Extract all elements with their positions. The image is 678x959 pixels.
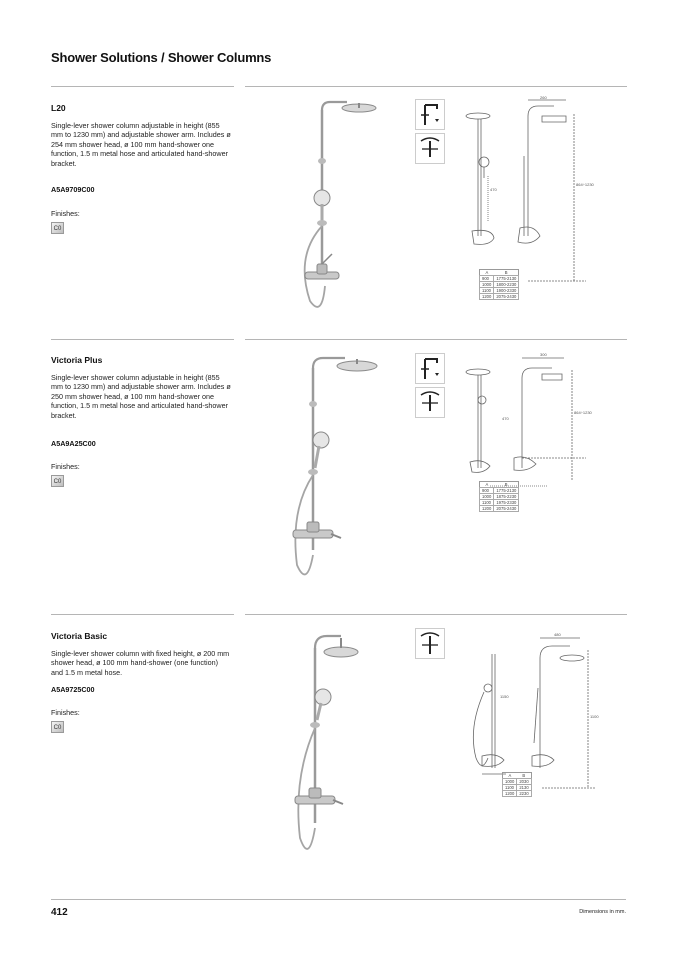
table-row: 1000 1875-2230 [480, 494, 519, 500]
finishes-label: Finishes: [51, 462, 80, 471]
svg-text:864÷1230: 864÷1230 [576, 182, 594, 187]
dimensions-note: Dimensions in mm. [579, 909, 626, 915]
finishes-label: Finishes: [51, 209, 80, 218]
technical-drawing [462, 628, 602, 798]
svg-text:480: 480 [554, 632, 561, 637]
function-icons [415, 99, 445, 165]
table-row: 1200 2075-2430 [480, 506, 519, 512]
page-number: 412 [51, 907, 68, 918]
table-header: A [485, 270, 489, 275]
table-row: 1000 2030 [503, 779, 532, 785]
finish-swatch-chrome: C0 [51, 475, 64, 487]
svg-text:470: 470 [490, 187, 497, 192]
table-header: A [508, 773, 512, 778]
product-name: L20 [51, 103, 66, 113]
finish-swatch-chrome: C0 [51, 721, 64, 733]
svg-text:470: 470 [502, 416, 509, 421]
svg-text:1100: 1100 [590, 714, 599, 719]
table-row: 900 1775-2130 [480, 488, 519, 494]
shower-column-photo [285, 350, 395, 590]
table-row: 1200 2230 [503, 791, 532, 797]
table-header: B [504, 270, 508, 275]
table-row: 1100 2130 [503, 785, 532, 791]
table-row: 900 1775-2130 [480, 276, 519, 282]
svg-text:1150: 1150 [500, 694, 509, 699]
product-code: A5A9A25C00 [51, 439, 96, 448]
shower-column-photo [285, 628, 395, 868]
table-header: A [485, 482, 489, 487]
section-divider [245, 339, 627, 340]
footer-divider [51, 899, 626, 900]
table-header: B [522, 773, 526, 778]
product-description: Single-lever shower column adjustable in height (855 mm to 1230 mm) and adjustable shower arm. Includes ø 250 mm shower head, ø 100 mm hand-shower one function, 1.5 m metal hose and articulated hand-shower bracket. [51, 373, 231, 420]
function-icons [415, 628, 445, 661]
dimensions-table [479, 481, 519, 512]
table-row: 1100 1900-2330 [480, 288, 519, 294]
svg-text:260: 260 [540, 95, 547, 100]
dimensions-table [479, 269, 519, 300]
function-icons [415, 353, 445, 419]
product-code: A5A9725C00 [51, 685, 95, 694]
product-name: Victoria Basic [51, 631, 108, 641]
product-name: Victoria Plus [51, 355, 103, 365]
finish-swatch-chrome: C0 [51, 222, 64, 234]
product-code: A5A9709C00 [51, 185, 95, 194]
section-divider [51, 86, 234, 87]
dimensions-table [502, 772, 532, 797]
page-title: Shower Solutions / Shower Columns [51, 50, 272, 65]
table-row: 1200 2075-2430 [480, 294, 519, 300]
table-row: 1100 1975-2330 [480, 500, 519, 506]
product-description: Single-lever shower column adjustable in height (855 mm to 1230 mm) and adjustable shower arm. Includes ø 254 mm shower head, ø 100 mm hand-shower one function, 1.5 m metal hose and articulated hand-shower bracket. [51, 121, 231, 168]
svg-text:864÷1230: 864÷1230 [574, 410, 592, 415]
table-row: 1000 1800-2230 [480, 282, 519, 288]
finishes-label: Finishes: [51, 708, 80, 717]
section-divider [245, 614, 627, 615]
shower-column-photo [285, 96, 395, 321]
section-divider [51, 614, 234, 615]
section-divider [51, 339, 234, 340]
svg-text:300: 300 [540, 352, 547, 357]
product-description: Single-lever shower column with fixed height, ø 200 mm shower head, ø 100 mm hand-shower (one function) and 1.5 m metal hose. [51, 649, 230, 677]
section-divider [245, 86, 627, 87]
table-header: B [504, 482, 508, 487]
